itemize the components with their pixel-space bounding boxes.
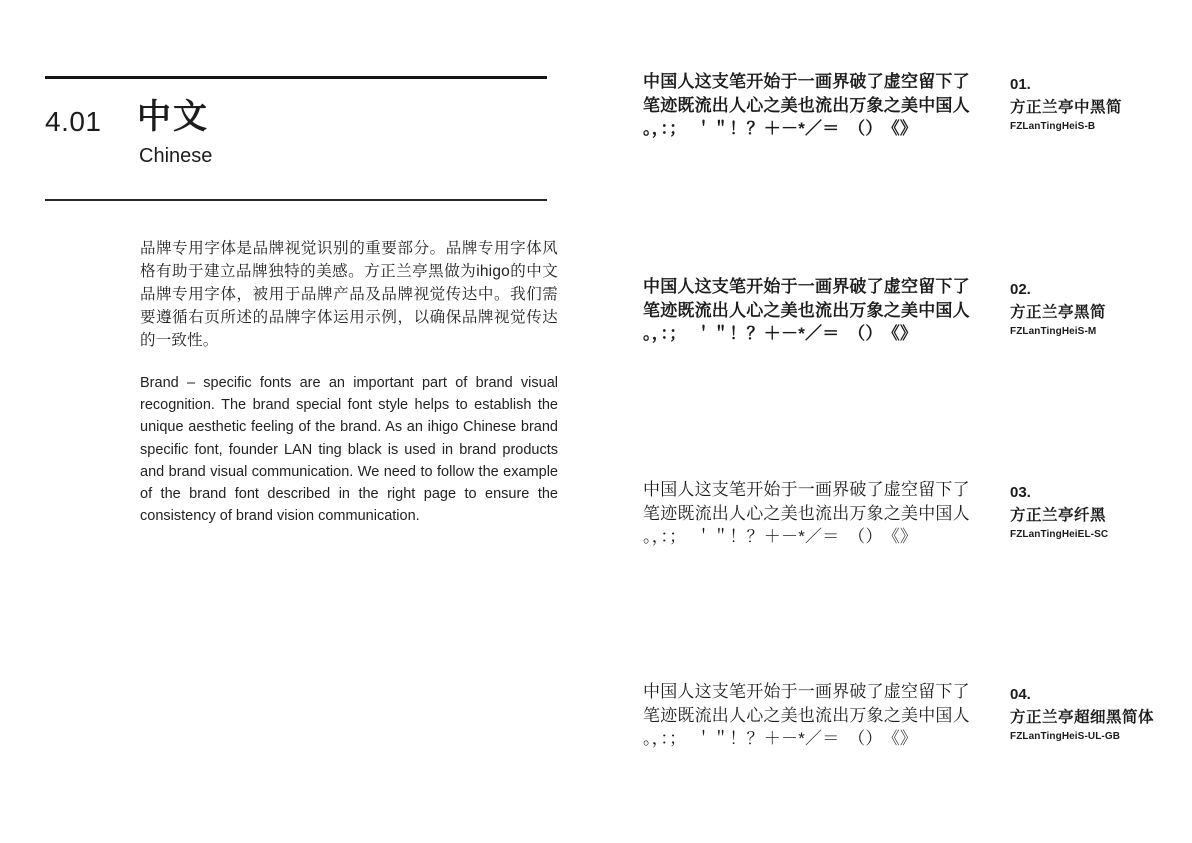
font-specimen-sample-1 xyxy=(643,70,995,141)
specimen-sample-line-1: 中国人这支笔开始于一画界破了虚空留下了 xyxy=(643,682,970,701)
font-specimen-sample-3 xyxy=(643,478,995,549)
intro-paragraph-english: Brand – specific fonts are an important part of brand visual recognition. The brand special font style helps to establish the unique aesthetic feeling of the brand. As an ihigo Chinese brand specific font, founder LAN ting black is used in brand products and brand visual communication. We need to follow the example of the brand font described in the right page to ensure the consistency of brand vision communication. xyxy=(140,375,558,525)
header-top-rule xyxy=(45,76,547,79)
specimen-font-code: FZLanTingHeiS-UL-GB xyxy=(1010,731,1121,742)
specimen-font-name-cn: 方正兰亭中黑简 xyxy=(1010,99,1123,116)
specimen-font-code: FZLanTingHeiS-B xyxy=(1010,121,1096,132)
specimen-font-name-cn: 方正兰亭超细黑简体 xyxy=(1010,709,1155,726)
specimen-sample-line-2: 笔迹既流出人心之美也流出万象之美中国人 xyxy=(643,503,970,523)
specimen-font-code: FZLanTingHeiS-M xyxy=(1010,326,1097,337)
header-bottom-rule xyxy=(45,199,547,201)
specimen-font-code: FZLanTingHeiEL-SC xyxy=(1010,529,1109,540)
specimen-number: 04. xyxy=(1010,686,1031,703)
specimen-sample-line-1: 中国人这支笔开始于一画界破了虚空留下了 xyxy=(643,480,970,499)
specimen-sample-line-2: 笔迹既流出人心之美也流出万象之美中国人 xyxy=(643,705,970,725)
page-title-english: Chinese xyxy=(139,145,213,167)
font-specimen-sample-2 xyxy=(643,275,995,346)
specimen-number: 01. xyxy=(1010,76,1031,93)
intro-paragraph-chinese: 品牌专用字体是品牌视觉识别的重要部分。品牌专用字体风格有助于建立品牌独特的美感。方正兰亭黑做为ihigo的中文品牌专用字体，被用于品牌产品及品牌视觉传达中。我们需要遵循右页所述的品牌字体运用示例，以确保品牌视觉传达的一致性。 xyxy=(140,240,558,349)
specimen-sample-line-2: 笔迹既流出人心之美也流出万象之美中国人 xyxy=(643,300,970,320)
specimen-font-name-cn: 方正兰亭纤黑 xyxy=(1010,507,1107,524)
font-specimen-label-2 xyxy=(1010,275,1185,337)
specimen-sample-punctuation: 。，：； ＇＂！？＋－*／＝ （） 《》 xyxy=(643,324,918,343)
section-number: 4.01 xyxy=(45,106,102,137)
specimen-sample-line-2: 笔迹既流出人心之美也流出万象之美中国人 xyxy=(643,95,970,115)
specimen-sample-punctuation: 。，：； ＇＂！？＋－*／＝ （） 《》 xyxy=(643,729,918,748)
specimen-sample-line-1: 中国人这支笔开始于一画界破了虚空留下了 xyxy=(643,72,970,91)
font-specimen-label-1 xyxy=(1010,70,1185,132)
specimen-sample-punctuation: 。，：； ＇＂！？＋－*／＝ （） 《》 xyxy=(643,527,918,546)
specimen-font-name-cn: 方正兰亭黑简 xyxy=(1010,304,1107,321)
specimen-sample-line-1: 中国人这支笔开始于一画界破了虚空留下了 xyxy=(643,277,970,296)
specimen-number: 02. xyxy=(1010,281,1031,298)
font-specimen-label-3 xyxy=(1010,478,1185,540)
specimen-number: 03. xyxy=(1010,484,1031,501)
font-specimen-sample-4 xyxy=(643,680,995,751)
specimen-sample-punctuation: 。，：； ＇＂！？＋－*／＝ （） 《》 xyxy=(643,119,918,138)
font-specimen-label-4 xyxy=(1010,680,1185,742)
page-title-chinese: 中文 xyxy=(137,98,209,136)
